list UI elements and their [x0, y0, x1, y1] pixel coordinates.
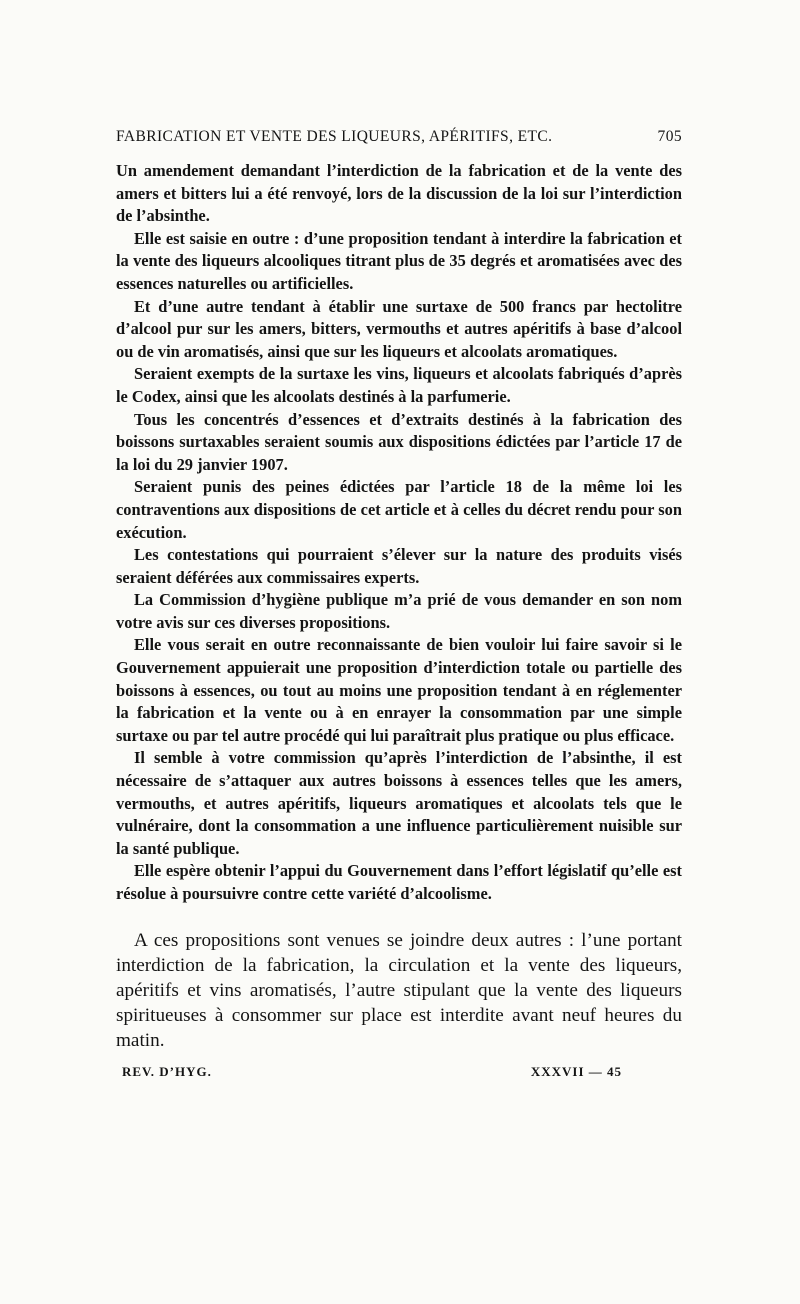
paragraph: Seraient exempts de la surtaxe les vins, liqueurs et alcoolats fabriqués d’après le Codex, ainsi que les alcoolats destinés à la parfumerie. [116, 364, 682, 406]
closing-section [116, 928, 682, 1054]
paragraph: Elle vous serait en outre reconnaissante de bien vouloir lui faire savoir si le Gouvernement appuierait une proposition d’interdiction totale ou partielle des boissons à essences, ou tout au moins une proposition tendant à en réglementer la fabrication et la vente ou à en enrayer la consommation par une simple surtaxe ou par tel autre procédé qui lui paraîtrait plus pratique ou plus efficace. [116, 635, 682, 745]
paragraph: Les contestations qui pourraient s’élever sur la nature des produits visés seraient déférées aux commissaires experts. [116, 545, 682, 587]
journal-signature: REV. D’HYG. [122, 1063, 212, 1079]
page-number: 705 [657, 128, 682, 145]
page-footer [116, 1064, 682, 1080]
closing-paragraph: A ces propositions sont venues se joindre deux autres : l’une portant interdiction de la fabrication, la circulation et la vente des liqueurs, apéritifs et vins aromatisés, l’autre stipulant que la vente des liqueurs spiritueuses à consommer sur place est interdite avant neuf heures du matin. [116, 929, 682, 1052]
paragraph: Il semble à votre commission qu’après l’interdiction de l’absinthe, il est nécessaire de s’attaquer aux autres boissons à essences telles que les amers, vermouths, et autres apéritifs, liqueurs aromatiques et alcoolats tels que le vulnéraire, dont la consommation a une influence particulièrement nuisible sur la santé publique. [116, 748, 682, 858]
paragraph: Et d’une autre tendant à établir une surtaxe de 500 francs par hectolitre d’alcool pur sur les amers, bitters, vermouths et autres apéritifs à base d’alcool ou de vin aromatisés, ainsi que sur les liqueurs et alcoolats aromatiques. [116, 296, 682, 361]
main-text [116, 160, 682, 906]
paragraph: Elle espère obtenir l’appui du Gouvernement dans l’effort législatif qu’elle est résolue à poursuivre contre cette variété d’alcoolisme. [116, 861, 682, 903]
running-head [116, 128, 682, 146]
paragraph: Elle est saisie en outre : d’une proposition tendant à interdire la fabrication et la vente des liqueurs alcooliques titrant plus de 35 degrés et aromatisées avec des essences naturelles ou artificielles. [116, 228, 682, 293]
paragraph: Un amendement demandant l’interdiction de la fabrication et de la vente des amers et bitters lui a été renvoyé, lors de la discussion de la loi sur l’interdiction de l’absinthe. [116, 161, 682, 226]
paragraph: Seraient punis des peines édictées par l’article 18 de la même loi les contraventions aux dispositions de cet article et à celles du décret rendu pour son exécution. [116, 477, 682, 542]
paragraph: La Commission d’hygiène publique m’a prié de vous demander en son nom votre avis sur ces diverses propositions. [116, 590, 682, 632]
document-page [116, 128, 682, 1080]
paragraph: Tous les concentrés d’essences et d’extraits destinés à la fabrication des boissons surtaxables seraient soumis aux dispositions édictées par l’article 17 de la loi du 29 janvier 1907. [116, 409, 682, 474]
running-head-title: FABRICATION ET VENTE DES LIQUEURS, APÉRITIFS, ETC. [116, 128, 553, 145]
volume-signature: XXXVII — 45 [530, 1063, 622, 1079]
